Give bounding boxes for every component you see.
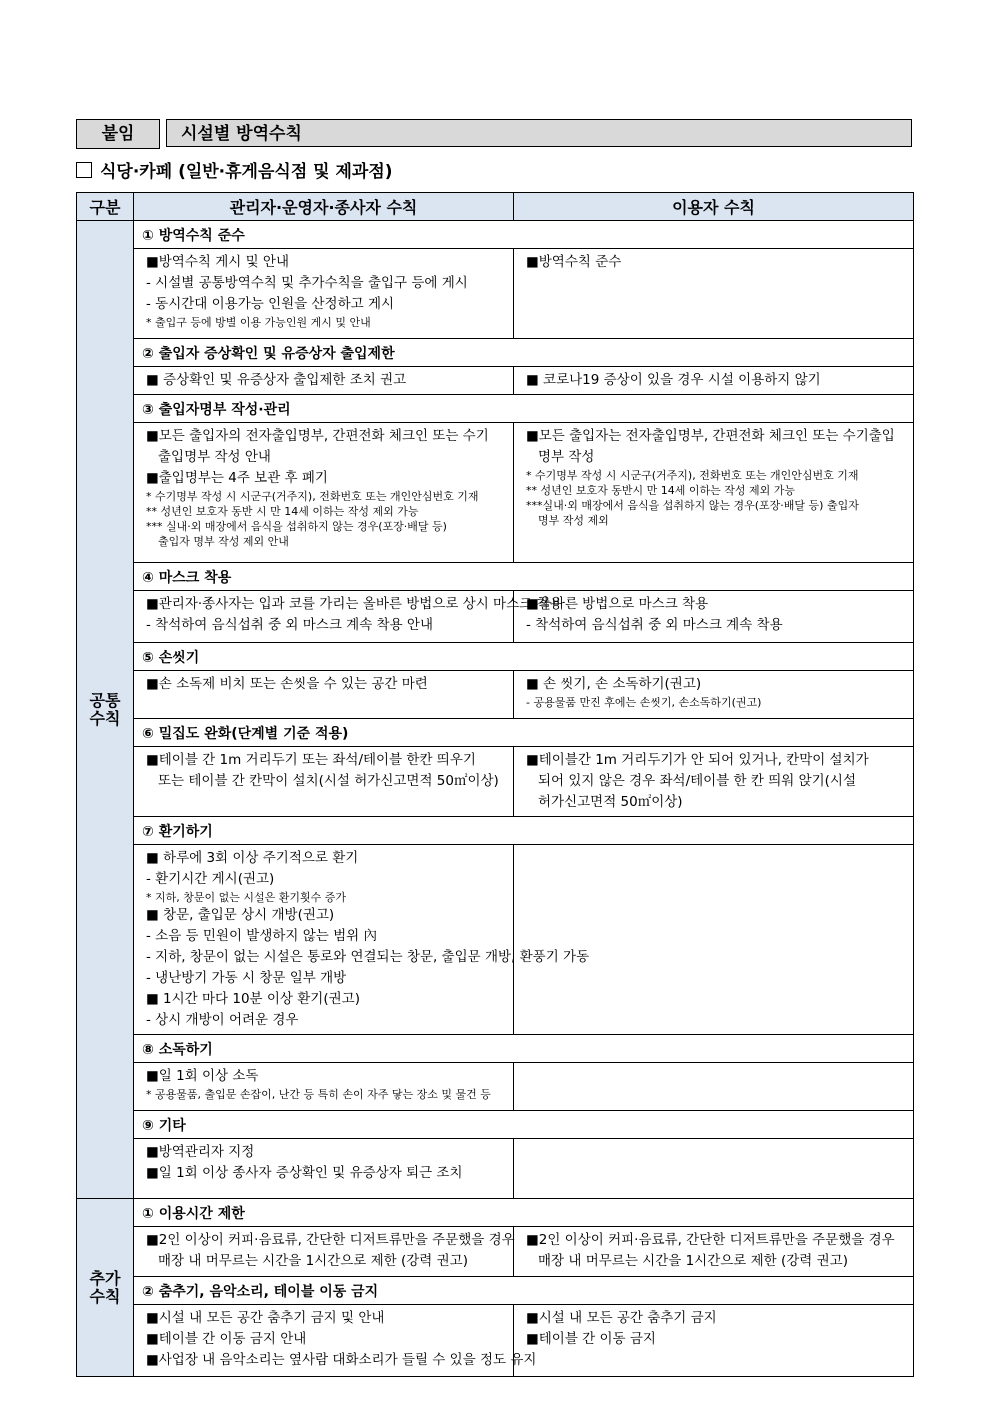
rule-line: * 수기명부 작성 시 시군구(거주지), 전화번호 또는 개인안심번호 기재 [146, 490, 479, 503]
rule-line: - 환기시간 게시(권고) [146, 871, 275, 887]
rule-line: 매장 내 머무르는 시간을 1시간으로 제한 (강력 권고) [158, 1253, 468, 1269]
rule-line: ■ 하루에 3회 이상 주기적으로 환기 [146, 850, 359, 866]
rule-line: * 공용물품, 출입문 손잡이, 난간 등 특히 손이 자주 닿는 장소 및 물건 등 [146, 1088, 491, 1101]
manager-rules [134, 249, 514, 339]
subtitle [76, 157, 393, 182]
user-rules [514, 423, 914, 563]
rule-line: ■ 코로나19 증상이 있을 경우 시설 이용하지 않기 [526, 372, 821, 388]
section-title: ⑧ 소독하기 [134, 1035, 914, 1063]
user-rules [514, 845, 914, 1035]
header-title: 시설별 방역수칙 [166, 119, 912, 147]
rule-line: 또는 테이블 간 칸막이 설치(시설 허가신고면적 50㎡이상) [158, 773, 499, 789]
manager-rules [134, 1063, 514, 1111]
rule-line: ■ 1시간 마다 10분 이상 환기(권고) [146, 991, 360, 1007]
rule-line: 명부 작성 제외 [538, 514, 609, 527]
rule-line: ■2인 이상이 커피·음료류, 간단한 디저트류만을 주문했을 경우 [146, 1232, 515, 1248]
manager-rules [134, 1305, 537, 1377]
rule-line: ***실내·외 매장에서 음식을 섭취하지 않는 경우(포장·배달 등) 출입자 [526, 499, 859, 512]
section-title: ⑨ 기타 [134, 1111, 914, 1139]
header-bar [76, 119, 914, 149]
manager-rules [134, 671, 514, 719]
user-rules [514, 671, 914, 719]
user-rules [514, 747, 914, 817]
col-category: 구분 [77, 193, 134, 221]
rule-line: - 지하, 창문이 없는 시설은 통로와 연결되는 창문, 출입문 개방, 환풍기 가동 [146, 949, 590, 965]
user-rules [514, 367, 914, 395]
rule-line: 허가신고면적 50㎡이상) [538, 794, 683, 810]
rule-line: ■일 1회 이상 종사자 증상확인 및 유증상자 퇴근 조치 [146, 1165, 463, 1181]
manager-rules [134, 1227, 514, 1277]
rule-line: - 소음 등 민원이 발생하지 않는 범위 內 [146, 928, 377, 944]
rule-line: - 동시간대 이용가능 인원을 산정하고 게시 [146, 296, 395, 312]
rule-line: - 시설별 공통방역수칙 및 추가수칙을 출입구 등에 게시 [146, 275, 468, 291]
user-rules [514, 1063, 914, 1111]
section-title: ② 출입자 증상확인 및 유증상자 출입제한 [134, 339, 914, 367]
header-tag: 붙임 [76, 119, 160, 149]
user-rules [514, 1227, 914, 1277]
rule-line: 되어 있지 않은 경우 좌석/테이블 한 칸 띄워 앉기(시설 [538, 773, 857, 789]
rule-line: ■시설 내 모든 공간 춤추기 금지 및 안내 [146, 1310, 385, 1326]
rule-line: ■ 증상확인 및 유증상자 출입제한 조치 권고 [146, 372, 407, 388]
section-title: ⑦ 환기하기 [134, 817, 914, 845]
section-title: ④ 마스크 착용 [134, 563, 914, 591]
rule-line: ■방역관리자 지정 [146, 1144, 255, 1160]
category-extra: 추가 수칙 [77, 1199, 134, 1377]
rule-line: ■테이블 간 이동 금지 [526, 1331, 656, 1347]
user-rules [514, 591, 914, 643]
checkbox-icon [76, 162, 92, 178]
rules-table [76, 192, 914, 1377]
rule-line: ■올바른 방법으로 마스크 착용 [526, 596, 709, 612]
rule-line: ■방역수칙 게시 및 안내 [146, 254, 289, 270]
rule-line: - 착석하여 음식섭취 중 외 마스크 계속 착용 [526, 617, 783, 633]
rule-line: ■테이블간 1m 거리두기가 안 되어 있거나, 칸막이 설치가 [526, 752, 869, 768]
rule-line: - 냉난방기 가동 시 창문 일부 개방 [146, 970, 347, 986]
manager-rules [134, 845, 590, 1035]
rule-line: * 출입구 등에 방별 이용 가능인원 게시 및 안내 [146, 316, 371, 329]
section-title: ① 이용시간 제한 [134, 1199, 914, 1227]
manager-rules [134, 367, 514, 395]
manager-rules [134, 423, 514, 563]
user-rules [514, 1139, 914, 1199]
col-user: 이용자 수칙 [514, 193, 914, 221]
rule-line: ■테이블 간 1m 거리두기 또는 좌석/테이블 한칸 띄우기 [146, 752, 476, 768]
rule-line: ■테이블 간 이동 금지 안내 [146, 1331, 307, 1347]
rule-line: * 수기명부 작성 시 시군구(거주지), 전화번호 또는 개인안심번호 기재 [526, 469, 859, 482]
rule-line: - 공용물품 만진 후에는 손씻기, 손소독하기(권고) [526, 696, 762, 709]
rule-line: ■관리자·종사자는 입과 코를 가리는 올바른 방법으로 상시 마스크 착용 [146, 596, 563, 612]
section-title: ⑥ 밀집도 완화(단계별 기준 적용) [134, 719, 914, 747]
rule-line: ■시설 내 모든 공간 춤추기 금지 [526, 1310, 717, 1326]
rule-line: ■ 창문, 출입문 상시 개방(권고) [146, 907, 335, 923]
rule-line: ** 성년인 보호자 동반시 만 14세 이하는 작성 제외 가능 [526, 484, 795, 497]
category-common: 공통 수칙 [77, 221, 134, 1199]
rule-line: 명부 작성 [538, 449, 595, 465]
section-title: ③ 출입자명부 작성·관리 [134, 395, 914, 423]
rule-line: 매장 내 머무르는 시간을 1시간으로 제한 (강력 권고) [538, 1253, 848, 1269]
rule-line: ■모든 출입자는 전자출입명부, 간편전화 체크인 또는 수기출입 [526, 428, 895, 444]
rule-line: ■방역수칙 준수 [526, 254, 622, 270]
rule-line: * 지하, 창문이 없는 시설은 환기횟수 증가 [146, 891, 346, 904]
subtitle-text: 식당·카페 (일반·휴게음식점 및 제과점) [100, 162, 393, 182]
manager-rules [134, 591, 563, 643]
rule-line: ■일 1회 이상 소독 [146, 1068, 259, 1084]
manager-rules [134, 747, 514, 817]
rule-line: ■손 소독제 비치 또는 손씻을 수 있는 공간 마련 [146, 676, 428, 692]
col-manager: 관리자·운영자·종사자 수칙 [134, 193, 514, 221]
rule-line: ■2인 이상이 커피·음료류, 간단한 디저트류만을 주문했을 경우 [526, 1232, 895, 1248]
user-rules [514, 1305, 914, 1377]
rule-line: ■사업장 내 음악소리는 옆사람 대화소리가 들릴 수 있을 정도 유지 [146, 1352, 537, 1368]
rule-line: 출입자 명부 작성 제외 안내 [158, 535, 289, 548]
rule-line: - 착석하여 음식섭취 중 외 마스크 계속 착용 안내 [146, 617, 433, 633]
manager-rules [134, 1139, 514, 1199]
section-title: ⑤ 손씻기 [134, 643, 914, 671]
rule-line: - 상시 개방이 어려운 경우 [146, 1012, 299, 1028]
user-rules [514, 249, 914, 339]
section-title: ① 방역수칙 준수 [134, 221, 914, 249]
rule-line: ** 성년인 보호자 동반 시 만 14세 이하는 작성 제외 가능 [146, 505, 419, 518]
rule-line: ■ 손 씻기, 손 소독하기(권고) [526, 676, 702, 692]
rule-line: 출입명부 작성 안내 [158, 449, 271, 465]
section-title: ② 춤추기, 음악소리, 테이블 이동 금지 [134, 1277, 914, 1305]
rule-line: ■출입명부는 4주 보관 후 폐기 [146, 470, 328, 486]
rule-line: *** 실내·외 매장에서 음식을 섭취하지 않는 경우(포장·배달 등) [146, 520, 447, 533]
rule-line: ■모든 출입자의 전자출입명부, 간편전화 체크인 또는 수기 [146, 428, 489, 444]
